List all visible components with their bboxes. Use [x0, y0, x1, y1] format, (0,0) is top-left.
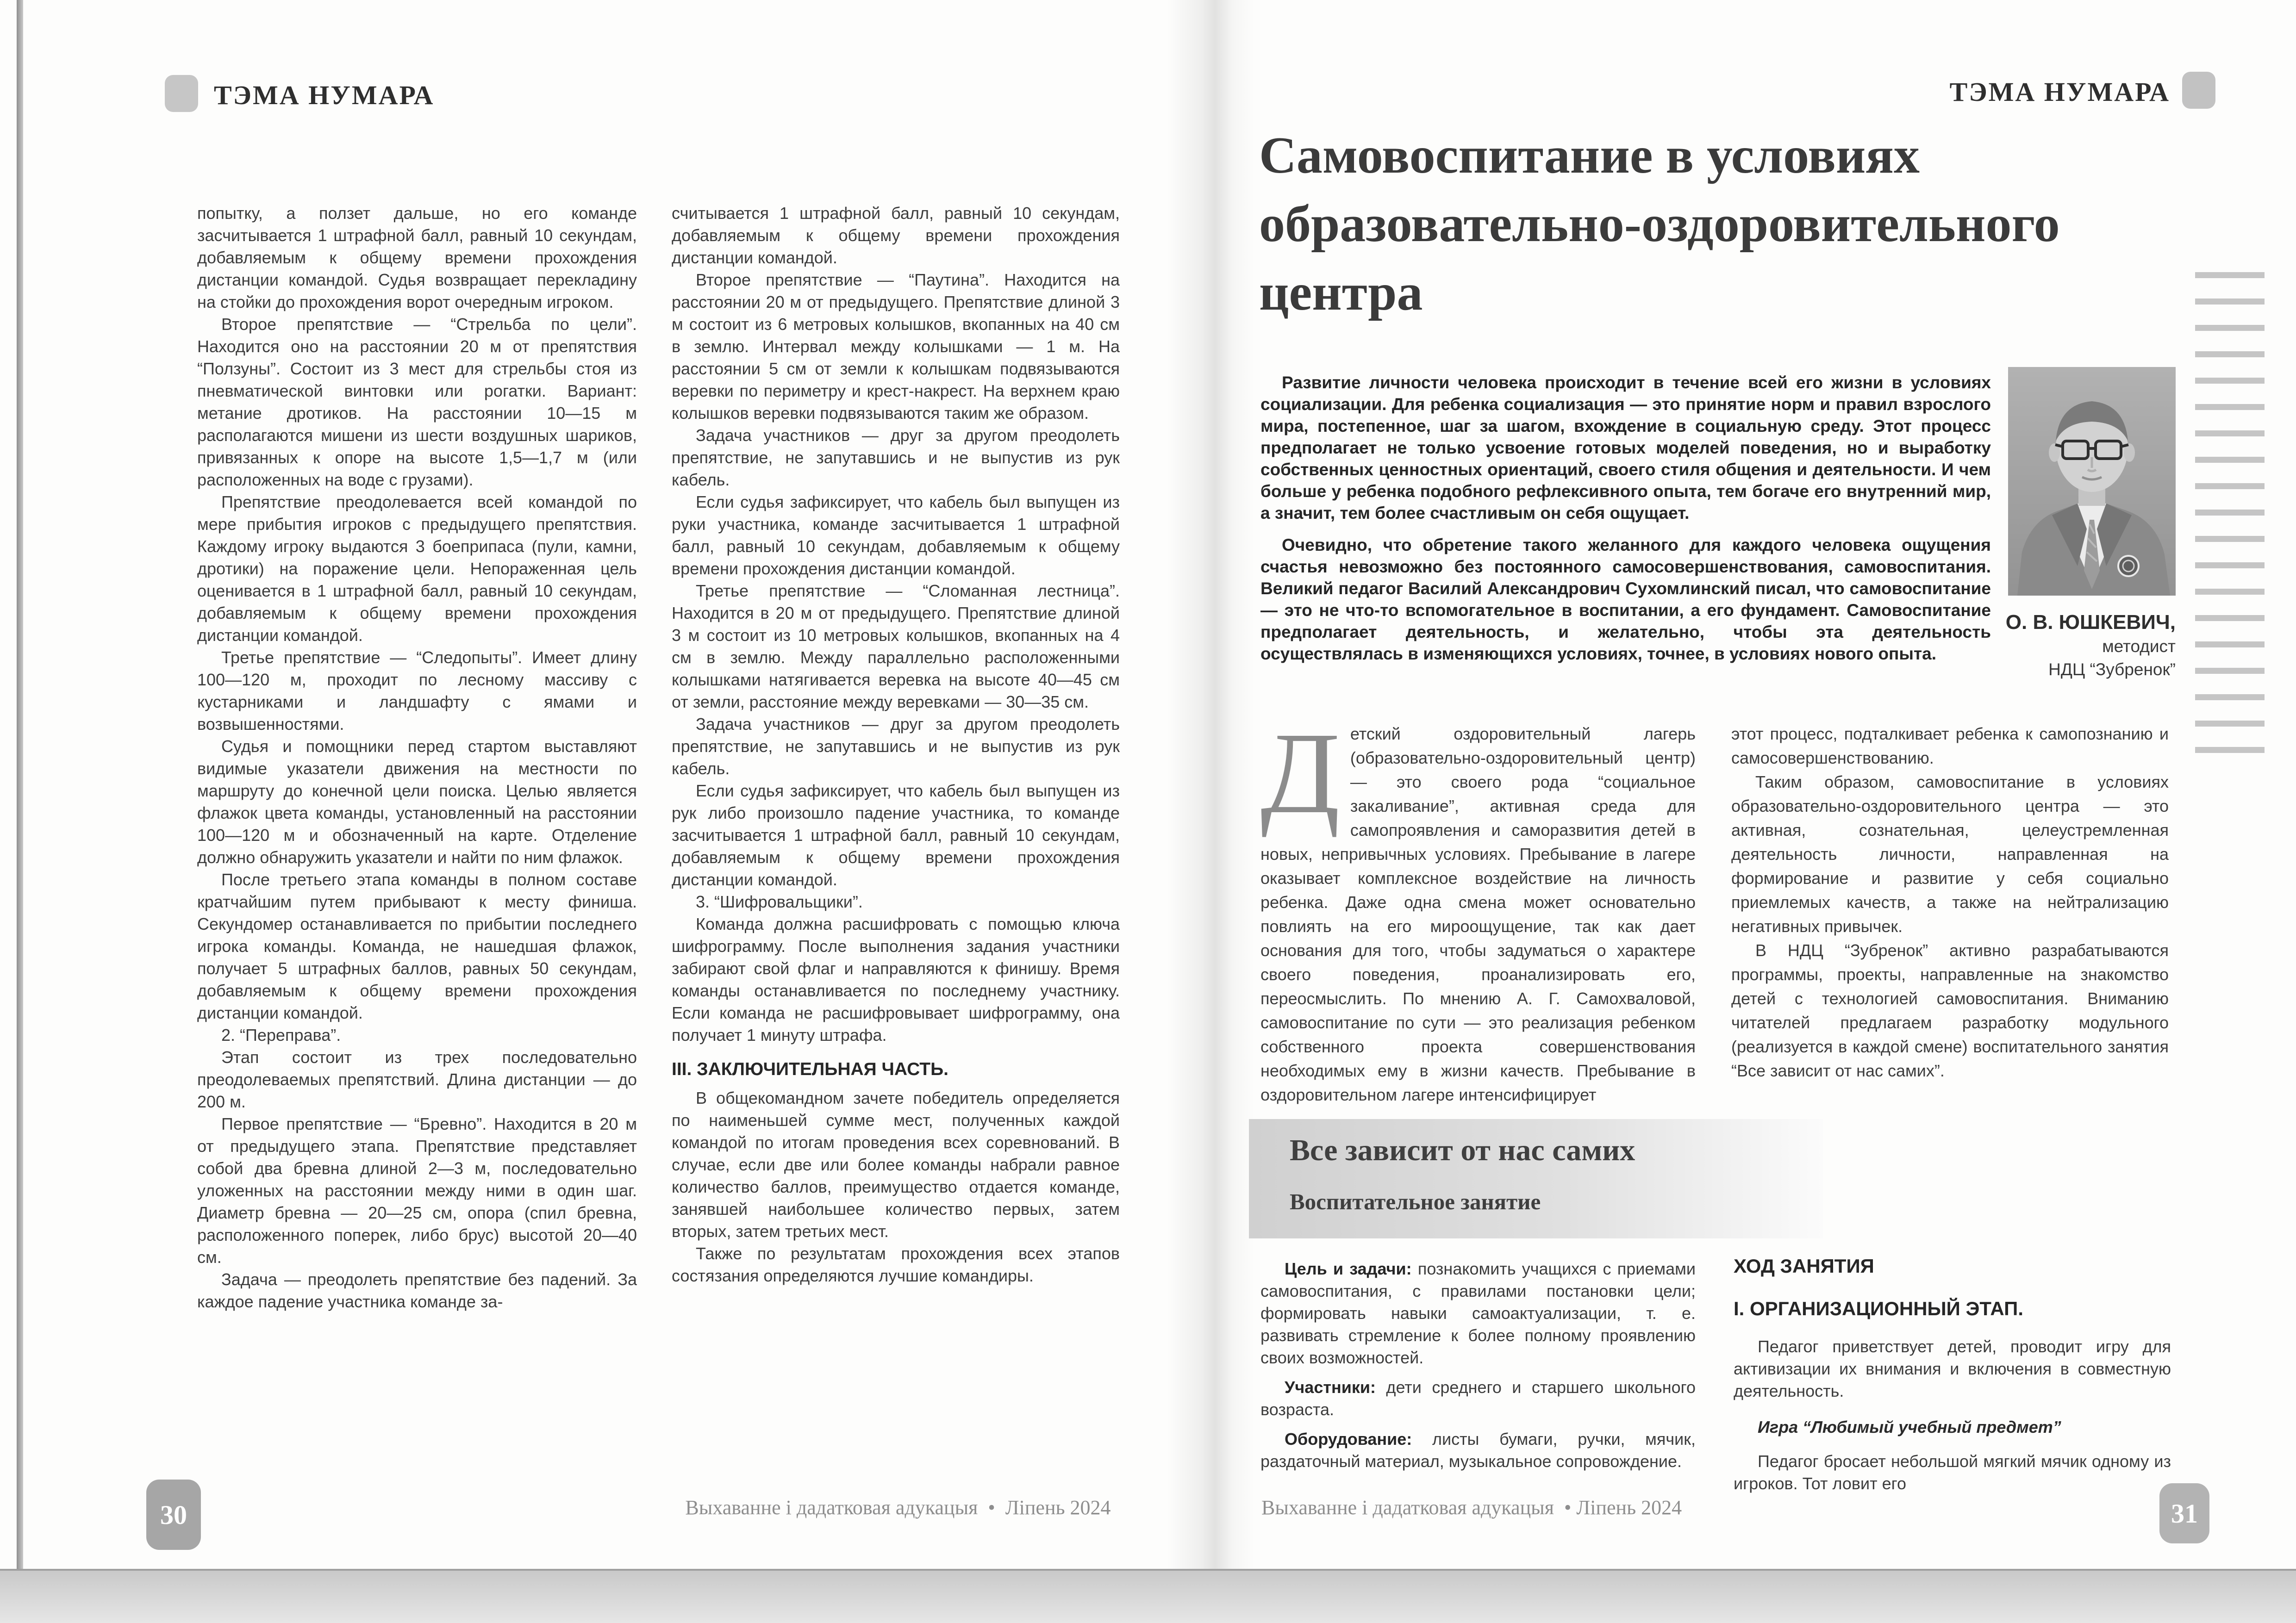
- author-org: НДЦ “Зубренок”: [2048, 660, 2176, 679]
- paragraph: Если судья зафиксирует, что кабель был выпущен из руки участника, команде засчитывается 1 штрафной балл, равный 10 секундам, добавляемым к общему времени прохождения дистанции командой.: [672, 492, 1120, 578]
- article-title: Самовоспитание в условиях образовательно-оздоровительного центра: [1259, 127, 2060, 321]
- footer-journal: Выхаванне і дадатковая адукацыя: [1261, 1496, 1554, 1519]
- lesson-goals: [1260, 1258, 1696, 1369]
- paragraph: Этап состоит из трех последовательно преодолеваемых препятствий. Длина дистанции — до 200 м.: [197, 1048, 637, 1111]
- author-photo: [2008, 367, 2176, 596]
- section-title-right: ТЭМА НУМАРА: [1949, 77, 2170, 107]
- stage-text: Педагог приветствует детей, проводит игру для активизации их внимания и включения в совместную деятельность.: [1734, 1337, 2171, 1400]
- page30-column-2: [672, 202, 1120, 1287]
- page31-column-1: [1260, 708, 1696, 1107]
- lesson-banner: [1249, 1119, 1823, 1238]
- drop-cap: Д: [1260, 708, 1340, 838]
- paragraph: Второе препятствие — “Стрельба по цели”. Находится оно на расстоянии 20 м от препятствия “Ползуны”. Состоит из 3 мест для стрельбы стоя из пневматической винтовки или рогатки. Вариант: метание дротиков. На расстоянии 10—15 м располагаются мишени из шести воздушных шариков, привязанных к опоре на высоте 1,5—1,7 м (или расположенных на воде с грузами).: [197, 315, 637, 489]
- lapel-badge-icon: [2118, 556, 2139, 576]
- page-number-31: 31: [2159, 1483, 2209, 1543]
- lead-paragraph: Развитие личности человека происходит в течение всей его жизни в условиях социализации. Для ребенка социализация — это принятие норм и правил взрослого мира, постепенное, шаг за шагом, вхождение в социальную среду. Этот процесс предполагает не только усвоение готовых моделей поведения, но и выработку собственных ценностных ориентаций, своего стиля общения и деятельности. И чем больше у ребенка подобного рефлексивного опыта, тем богаче его внутренний мир, а значит, тем более счастливым он себя ощущает.: [1260, 373, 1991, 522]
- footer-bullet: •: [988, 1496, 995, 1519]
- goals-text: познакомить учащихся с приемами самовоспитания, с правилами постановки цели; формировать навыки самоактуализации, т. е. развивать стремление к более полному проявлению своих возможностей.: [1260, 1259, 1696, 1367]
- equipment-text: листы бумаги, ручки, мячик, раздаточный материал, музыкальное сопровождение.: [1260, 1430, 1696, 1471]
- paragraph: этот процесс, подталкивает ребенка к самопознанию и самосовершенствованию.: [1731, 724, 2169, 767]
- game-text: Педагог бросает небольшой мягкий мячик одному из игроков. Тот ловит его: [1734, 1452, 2171, 1493]
- game-title: Игра “Любимый учебный предмет”: [1758, 1418, 2061, 1436]
- decor-stripes: [2195, 272, 2265, 754]
- paragraph: попытку, а ползет дальше, но его команде засчитывается 1 штрафной балл, равный 10 секундам, добавляемым к общему времени прохождения дистанции командой. Судья возвращает перекладину на стойки до прохождения ворот очередным игроком.: [197, 204, 637, 311]
- flow-heading: ХОД ЗАНЯТИЯ: [1734, 1255, 1874, 1277]
- footer-journal: Выхаванне і дадатковая адукацыя: [685, 1496, 978, 1519]
- footer-left: [660, 1496, 1136, 1519]
- author-role: методист: [2102, 637, 2176, 656]
- paragraph: После третьего этапа команды в полном составе кратчайшим путем прибывают к месту финиша. Секундомер останавливается по прибытии последнего игрока команды. Команда, не нашедшая флажок, получает 5 штрафных баллов, равных 50 секундам, добавляемым к общему времени прохождения дистанции командой.: [197, 870, 637, 1022]
- lesson-equipment: [1260, 1428, 1696, 1473]
- paragraph: В общекомандном зачете победитель определяется по наименьшей сумме мест, полученных каждой командой по итогам проведения всех соревнований. В случае, если две или более команды набрали равное количество баллов, преимущество отдается команде, занявшей наибольшее количество первых, затем вторых, затем третьих мест.: [672, 1088, 1120, 1241]
- paragraph: Препятствие преодолевается всей командой по мере прибытия игроков с предыдущего препятствия. Каждому игроку выдаются 3 боеприпаса (пули, камни, дротики) на поражение цели. Непораженная цель оценивается в 1 штрафной балл, равный 10 секундам, добавляемым к общему времени прохождения дистанции командой.: [197, 492, 637, 645]
- paragraph: Первое препятствие — “Бревно”. Находится в 20 м от предыдущего этапа. Препятствие представляет собой два бревна длиной 2—3 м, последовательно уложенных на расстоянии между ними в один шаг. Диаметр бревна — 20—25 см, опора (спил бревна, расположенного поперек, либо брус) высотой 20—40 см.: [197, 1114, 637, 1267]
- author-name: О. В. ЮШКЕВИЧ,: [2005, 611, 2176, 634]
- page-number-30: 30: [146, 1480, 201, 1550]
- paragraph: 3. “Шифровальщики”.: [696, 892, 863, 911]
- lesson-title: Все зависит от нас самих: [1290, 1133, 1635, 1167]
- lesson-column-2: [1734, 1255, 2171, 1502]
- paragraph: считывается 1 штрафной балл, равный 10 секундам, добавляемым к общему времени прохождения дистанции командой.: [672, 204, 1120, 267]
- paragraph: Задача — преодолеть препятствие без падений. За каждое падение участника команде за-: [197, 1270, 637, 1311]
- section-heading: III. ЗАКЛЮЧИТЕЛЬНАЯ ЧАСТЬ.: [672, 1059, 948, 1079]
- footer-issue: Ліпень 2024: [1005, 1496, 1111, 1519]
- scan-left-edge: [17, 0, 23, 1570]
- paragraph: Задача участников — друг за другом преодолеть препятствие, не запутавшись и не выпустив из рук кабель.: [672, 426, 1120, 489]
- section-title-left: ТЭМА НУМАРА: [214, 80, 435, 110]
- goals-label: Цель и задачи:: [1285, 1259, 1412, 1278]
- equipment-label: Оборудование:: [1285, 1430, 1412, 1449]
- footer-issue: Ліпень 2024: [1576, 1496, 1682, 1519]
- section-badge-right: [2182, 72, 2215, 109]
- paragraph: Команда должна расшифровать с помощью ключа шифрограмму. После выполнения задания участники забирают свой флаг и направляются к финишу. Время команды останавливается по последнему участнику. Если команда не расшифровывает шифрограмму, она получает 1 минуту штрафа.: [672, 914, 1120, 1045]
- stage-heading: I. ОРГАНИЗАЦИОННЫЙ ЭТАП.: [1734, 1298, 2024, 1319]
- paragraph: 2. “Переправа”.: [221, 1026, 341, 1045]
- participants-label: Участники:: [1285, 1378, 1376, 1397]
- footer-right: [1261, 1496, 1771, 1519]
- paragraph-dropcap: [1260, 708, 1696, 1107]
- paragraph: Таким образом, самовоспитание в условиях образовательно-оздоровительного центра — это активная, сознательная, целеустремленная деятельность личности, направленная на формирование и развитие у себя социально приемлемых качеств, а также на нейтрализацию негативных привычек.: [1731, 772, 2169, 936]
- footer-bullet: •: [1564, 1496, 1572, 1519]
- paragraph: Второе препятствие — “Паутина”. Находится на расстоянии 20 м от предыдущего. Препятствие длиной 3 м состоит из 6 метровых колышков, вкопанных на 40 см в землю. Интервал между колышками — 1 м. На расстоянии 5 см от земли к колышкам подвязываются веревки по периметру и крест-накрест. На верхнем краю колышков веревки подвязываются таким же образом.: [672, 270, 1120, 423]
- scan-bottom-edge: [0, 1569, 2296, 1623]
- paragraph: Третье препятствие — “Следопыты”. Имеет длину 100—120 м, проходит по лесному массиву с кустарниками и ландшафту с ямами и возвышенностями.: [197, 648, 637, 734]
- paragraph: Также по результатам прохождения всех этапов состязания определяются лучшие командиры.: [672, 1244, 1120, 1285]
- paragraph: Задача участников — друг за другом преодолеть препятствие, не запутавшись и не выпустив из рук кабель.: [672, 715, 1120, 778]
- page30-column-1: [197, 202, 637, 1313]
- lesson-participants: [1260, 1376, 1696, 1421]
- paragraph-text: етский оздоровительный лагерь (образовательно-оздоровительный центр) — это своего рода “социальное закаливание”, активная среда для самопроявления и саморазвития детей в новых, непривычных условиях. Пребывание в лагере оказывает комплексное воздействие на личность ребенка. Даже одна смена может основательно повлиять на его мироощущение, так как дает основания для того, чтобы задуматься о характере своего поведения, проанализировать его, переосмыслить. По мнению А. Г. Самохваловой, самовоспитание по сути — это реализация ребенком собственного проекта совершенствования необходимых ему в жизни качеств. Пребывание в оздоровительном лагере интенсифицирует: [1260, 724, 1696, 1104]
- section-badge-left: [165, 75, 198, 112]
- lesson-subtitle: Воспитательное занятие: [1290, 1189, 1541, 1214]
- page-gutter-shadow: [1167, 0, 1254, 1570]
- lesson-column-1: [1260, 1258, 1696, 1480]
- page31-column-2: [1731, 722, 2169, 1083]
- paragraph: В НДЦ “Зубренок” активно разрабатываются программы, проекты, направленные на знакомство детей с технологией самовоспитания. Вниманию читателей предлагаем разработку модульного (реализуется в каждой смене) воспитательного занятия “Все зависит от нас самих”.: [1731, 941, 2169, 1080]
- participants-text: дети среднего и старшего школьного возраста.: [1260, 1378, 1696, 1419]
- lead-paragraph: Очевидно, что обретение такого желанного для каждого человека ощущения счастья невозможно без постоянного самосовершенствования, самовоспитания. Великий педагог Василий Александрович Сухомлинский писал, что самовоспитание — это не что-то вспомогательное в воспитании, а его фундамент. Самовоспитание предполагает деятельность, и желательно, чтобы эта деятельность осуществлялась в изменяющихся условиях, точнее, в условиях нового опыта.: [1260, 535, 1991, 663]
- photo-caption: [1852, 610, 2176, 681]
- paragraph: Если судья зафиксирует, что кабель был выпущен из рук либо произошло падение участника, то команде засчитывается 1 штрафной балл, равный 10 секундам, добавляемым к общему времени прохождения дистанции командой.: [672, 781, 1120, 889]
- paragraph: Судья и помощники перед стартом выставляют видимые указатели движения на местности по маршруту до конечной цели поиска. Целью является флажок цвета команды, установленный на расстоянии 100—120 м и обозначенный на карте. Отделение должно обнаружить указатели и найти по ним флажок.: [197, 737, 637, 867]
- paragraph: Третье препятствие — “Сломанная лестница”. Находится в 20 м от предыдущего. Препятствие длиной 3 м состоит из 10 метровых колышков, вкопанных на 4 см в землю. Между параллельно расположенными колышками натягивается веревка на высоте 40—45 см от земли, расстояние между веревками — 30—35 см.: [672, 581, 1120, 711]
